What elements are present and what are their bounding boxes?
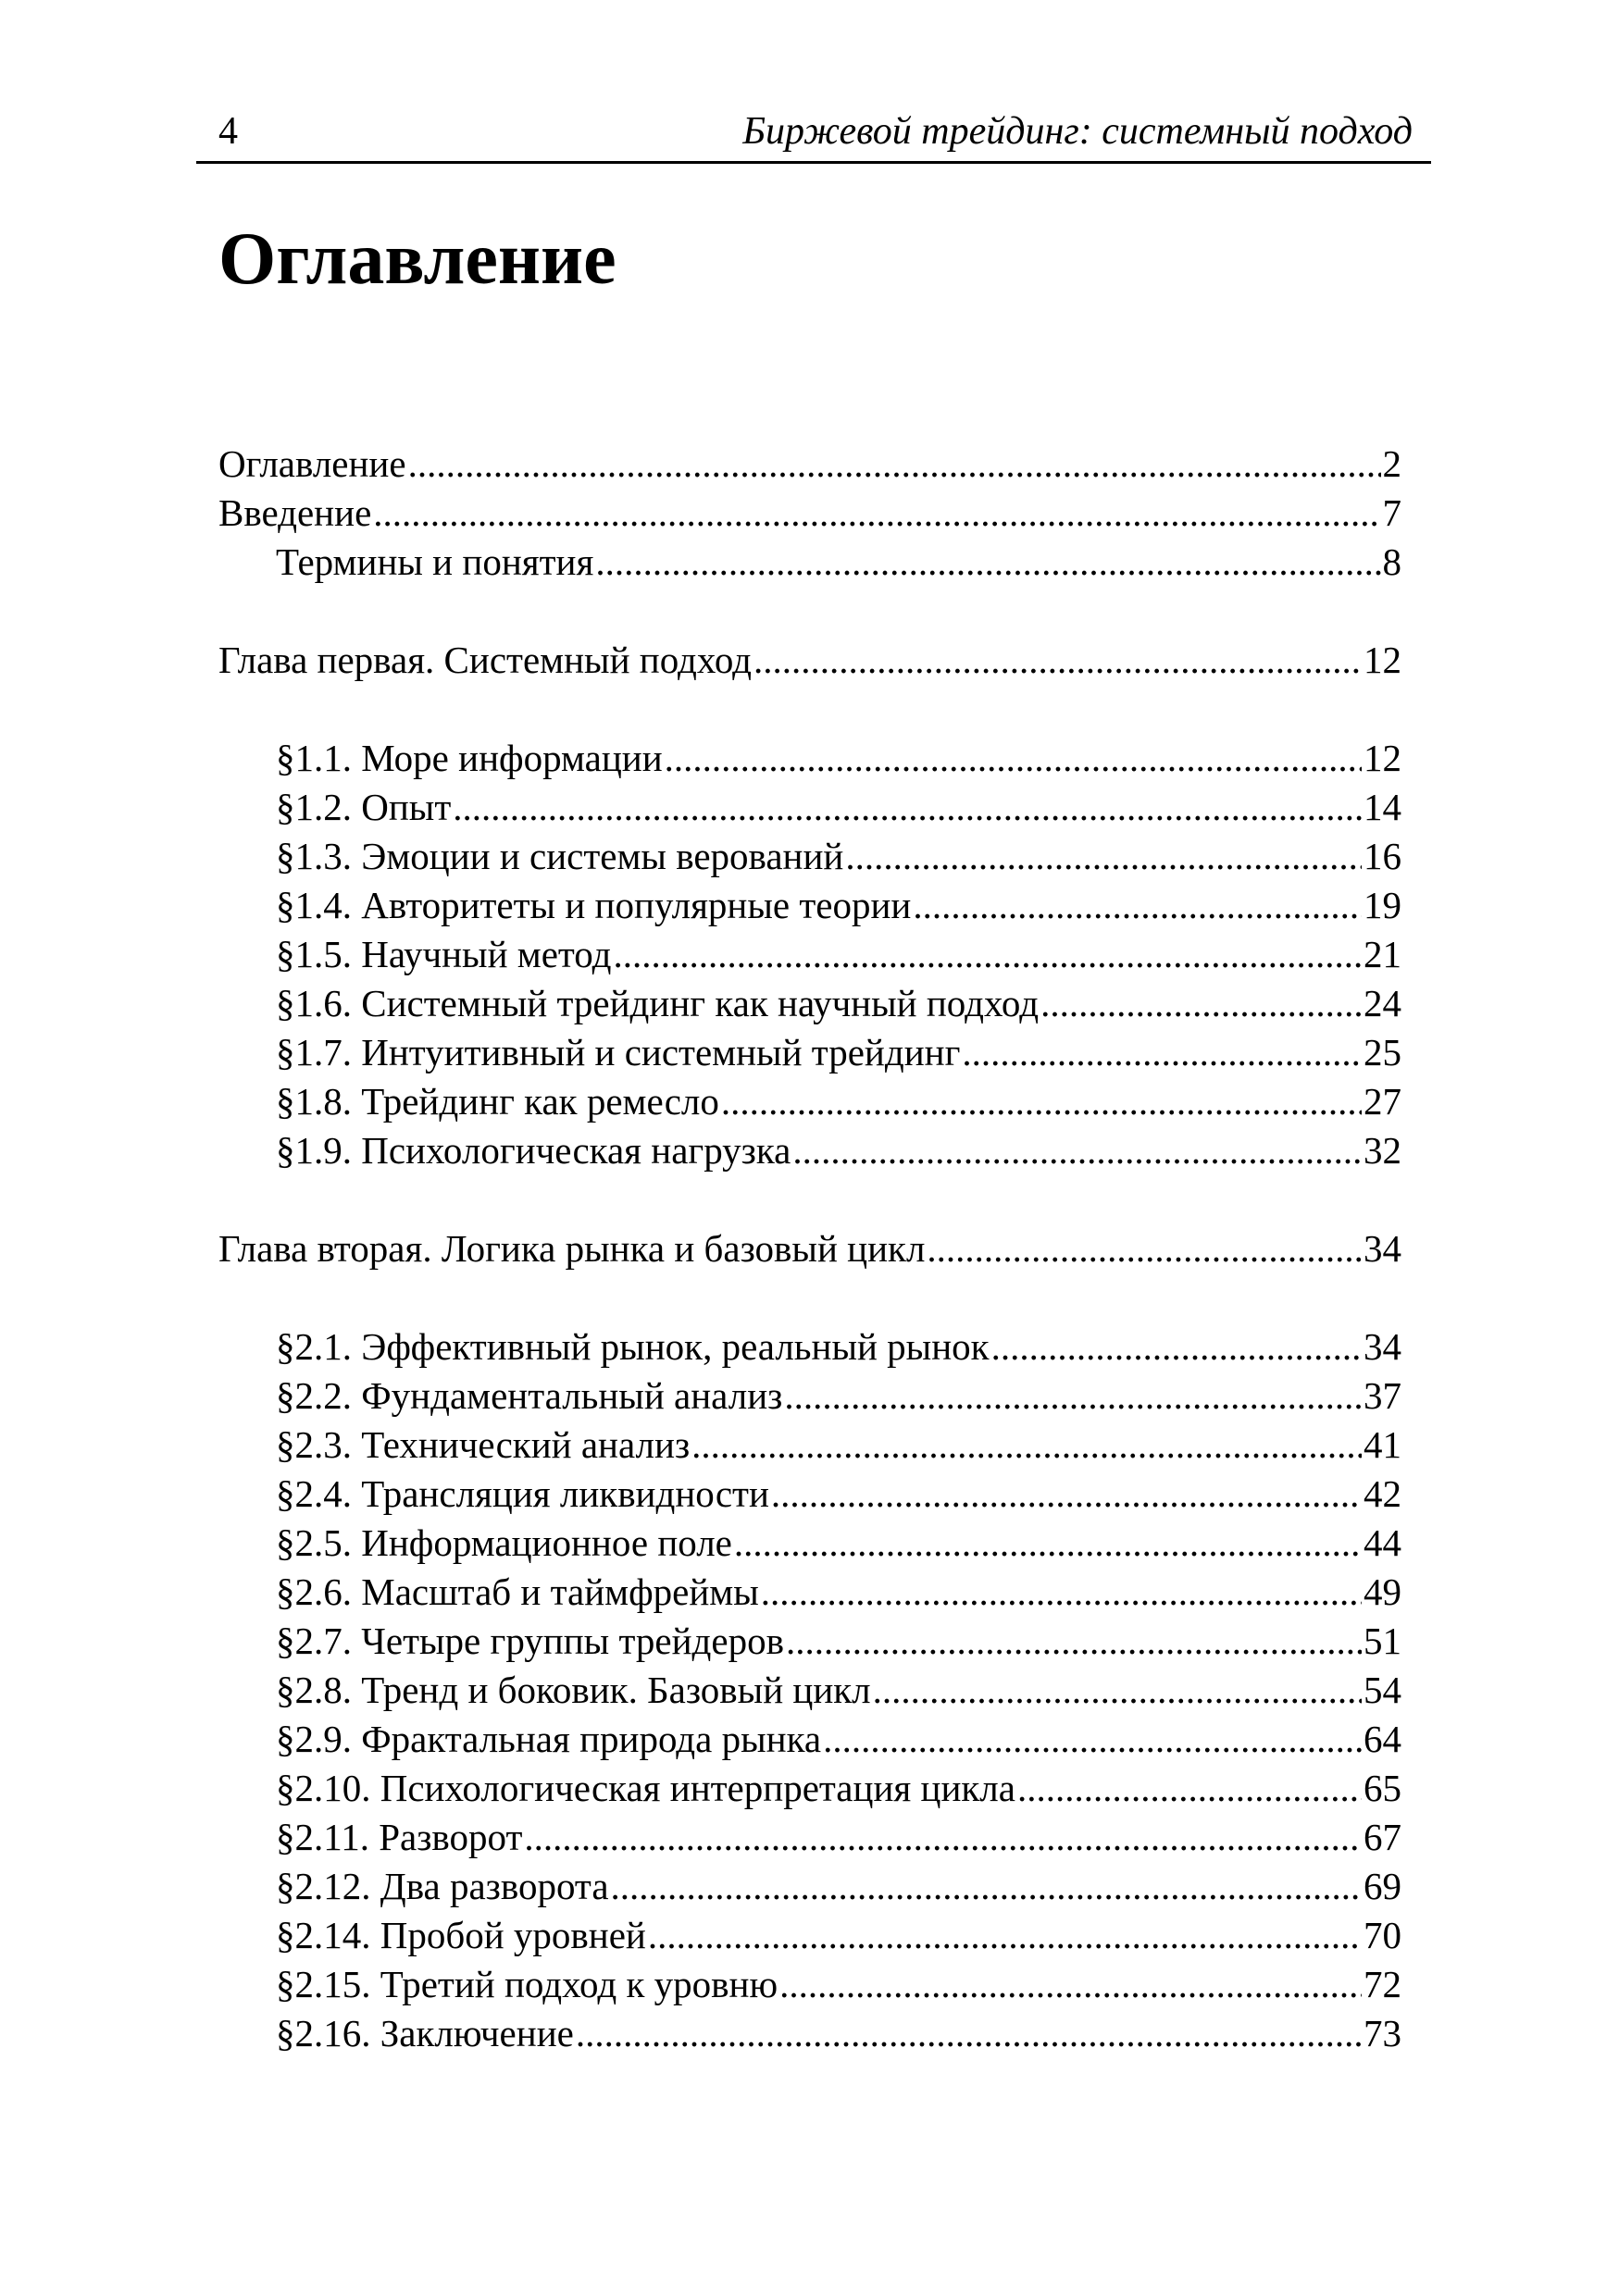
toc-dot-leader (691, 1421, 1362, 1470)
toc-section-page: 24 (1364, 982, 1401, 1024)
toc-section-label: §2.6. Масштаб и таймфреймы (276, 1570, 759, 1613)
toc-entry-page: 8 (1382, 540, 1401, 583)
toc-section-page: 27 (1364, 1080, 1401, 1123)
toc-section-page: 64 (1364, 1718, 1401, 1760)
toc-section-page: 37 (1364, 1374, 1401, 1417)
toc-chapter-label: Глава вторая. Логика рынка и базовый цикл (218, 1227, 926, 1270)
toc-section-page: 54 (1364, 1669, 1401, 1711)
toc-section (218, 783, 1401, 832)
toc-section-label: §2.5. Информационное поле (276, 1521, 732, 1564)
toc-section-page: 72 (1364, 1963, 1401, 2005)
toc-section-label: §1.6. Системный трейдинг как научный подход (276, 982, 1040, 1024)
toc-entry-introduction (218, 489, 1401, 538)
toc-dot-leader (761, 1568, 1362, 1617)
toc-dot-leader (771, 1470, 1362, 1519)
toc-section-label: §2.2. Фундаментальный анализ (276, 1374, 783, 1417)
toc-section (218, 1322, 1401, 1371)
toc-entry-page: 2 (1382, 442, 1401, 485)
toc-section-label: §2.7. Четыре группы трейдеров (276, 1620, 784, 1662)
toc-section-page: 12 (1364, 737, 1401, 779)
toc-section-page: 21 (1364, 933, 1401, 975)
toc-dot-leader (927, 1224, 1362, 1273)
toc-section (218, 1126, 1401, 1175)
toc-section (218, 2009, 1401, 2058)
toc-section-label: §1.9. Психологическая нагрузка (276, 1129, 791, 1172)
toc-section-page: 41 (1364, 1423, 1401, 1466)
toc-section-label: §1.7. Интуитивный и системный трейдинг (276, 1031, 961, 1074)
toc-chapter-page: 12 (1364, 639, 1401, 681)
toc-section-page: 42 (1364, 1472, 1401, 1515)
toc-section (218, 832, 1401, 881)
toc-dot-leader (913, 881, 1362, 930)
toc-dot-leader (1040, 979, 1362, 1028)
toc-section-label: §1.5. Научный метод (276, 933, 612, 975)
toc-dot-leader (991, 1322, 1362, 1371)
toc-section-label: §1.3. Эмоции и системы верований (276, 835, 844, 877)
toc-dot-leader (665, 734, 1362, 783)
toc-section-label: §2.11. Разворот (276, 1816, 523, 1858)
toc-section (218, 1421, 1401, 1470)
toc-section-page: 34 (1364, 1325, 1401, 1368)
toc-section-label: §2.15. Третий подход к уровню (276, 1963, 778, 2005)
toc-section (218, 1371, 1401, 1421)
toc-entry-label: Оглавление (218, 442, 406, 485)
toc-entry-contents (218, 440, 1401, 489)
toc-section-label: §1.4. Авторитеты и популярные теории (276, 884, 912, 926)
toc-section (218, 1666, 1401, 1715)
toc-section-page: 49 (1364, 1570, 1401, 1613)
toc-section-label: §2.14. Пробой уровней (276, 1914, 646, 1956)
toc-section (218, 1617, 1401, 1666)
toc-section-label: §2.3. Технический анализ (276, 1423, 691, 1466)
toc-section (218, 930, 1401, 979)
toc-section (218, 1715, 1401, 1764)
toc-dot-leader (845, 832, 1362, 881)
toc-section-page: 32 (1364, 1129, 1401, 1172)
page-number: 4 (218, 110, 238, 153)
toc-section-label: §2.8. Тренд и боковик. Базовый цикл (276, 1669, 871, 1711)
toc-dot-leader (408, 440, 1381, 489)
toc-dot-leader (823, 1715, 1362, 1764)
toc-section-label: §2.4. Трансляция ликвидности (276, 1472, 769, 1515)
toc-section-page: 65 (1364, 1767, 1401, 1809)
toc-dot-leader (753, 636, 1362, 685)
page-header (196, 102, 1431, 164)
toc-dot-leader (721, 1077, 1362, 1126)
toc-section (218, 1911, 1401, 1960)
toc-section (218, 979, 1401, 1028)
toc-section-label: §2.12. Два разворота (276, 1865, 609, 1907)
toc-dot-leader (453, 783, 1362, 832)
toc-dot-leader (648, 1911, 1362, 1960)
toc-section (218, 1862, 1401, 1911)
toc-dot-leader (611, 1862, 1362, 1911)
toc-entry-page: 7 (1382, 491, 1401, 534)
toc-section (218, 1813, 1401, 1862)
toc-section (218, 1470, 1401, 1519)
toc-dot-leader (734, 1519, 1362, 1568)
toc-dot-leader (373, 489, 1380, 538)
toc-section-page: 14 (1364, 786, 1401, 828)
toc-entry-label: Термины и понятия (276, 540, 594, 583)
toc-chapter-2 (218, 1224, 1401, 1273)
running-title: Биржевой трейдинг: системный подход (742, 110, 1413, 153)
toc-section-page: 19 (1364, 884, 1401, 926)
toc-section (218, 881, 1401, 930)
toc-section-page: 67 (1364, 1816, 1401, 1858)
toc-section-label: §1.8. Трейдинг как ремесло (276, 1080, 719, 1123)
toc-section-page: 73 (1364, 2012, 1401, 2054)
toc-dot-leader (595, 538, 1380, 587)
toc-section (218, 1028, 1401, 1077)
toc-dot-leader (873, 1666, 1362, 1715)
toc-section-label: §1.1. Море информации (276, 737, 663, 779)
toc-section-label: §1.2. Опыт (276, 786, 452, 828)
toc-section-page: 69 (1364, 1865, 1401, 1907)
toc-dot-leader (779, 1960, 1362, 2009)
toc-entry-terms (218, 538, 1401, 587)
toc-section (218, 1960, 1401, 2009)
table-of-contents (218, 440, 1401, 2058)
toc-section (218, 1519, 1401, 1568)
toc-section (218, 734, 1401, 783)
toc-section (218, 1077, 1401, 1126)
toc-chapter-page: 34 (1364, 1227, 1401, 1270)
page-title: Оглавление (218, 218, 616, 300)
toc-chapter-1 (218, 636, 1401, 685)
toc-section-page: 51 (1364, 1620, 1401, 1662)
toc-section (218, 1764, 1401, 1813)
toc-section-page: 25 (1364, 1031, 1401, 1074)
toc-dot-leader (792, 1126, 1362, 1175)
toc-section-label: §2.10. Психологическая интерпретация цикла (276, 1767, 1015, 1809)
toc-chapter-label: Глава первая. Системный подход (218, 639, 753, 681)
toc-dot-leader (1017, 1764, 1362, 1813)
toc-section (218, 1568, 1401, 1617)
toc-section-label: §2.16. Заключение (276, 2012, 574, 2054)
toc-dot-leader (613, 930, 1362, 979)
toc-section-label: §2.9. Фрактальная природа рынка (276, 1718, 822, 1760)
toc-dot-leader (524, 1813, 1362, 1862)
toc-entry-label: Введение (218, 491, 372, 534)
toc-section-page: 16 (1364, 835, 1401, 877)
toc-section-label: §2.1. Эффективный рынок, реальный рынок (276, 1325, 990, 1368)
toc-section-page: 44 (1364, 1521, 1401, 1564)
toc-dot-leader (786, 1617, 1362, 1666)
toc-dot-leader (962, 1028, 1362, 1077)
toc-section-page: 70 (1364, 1914, 1401, 1956)
toc-dot-leader (784, 1371, 1362, 1421)
toc-dot-leader (576, 2009, 1362, 2058)
